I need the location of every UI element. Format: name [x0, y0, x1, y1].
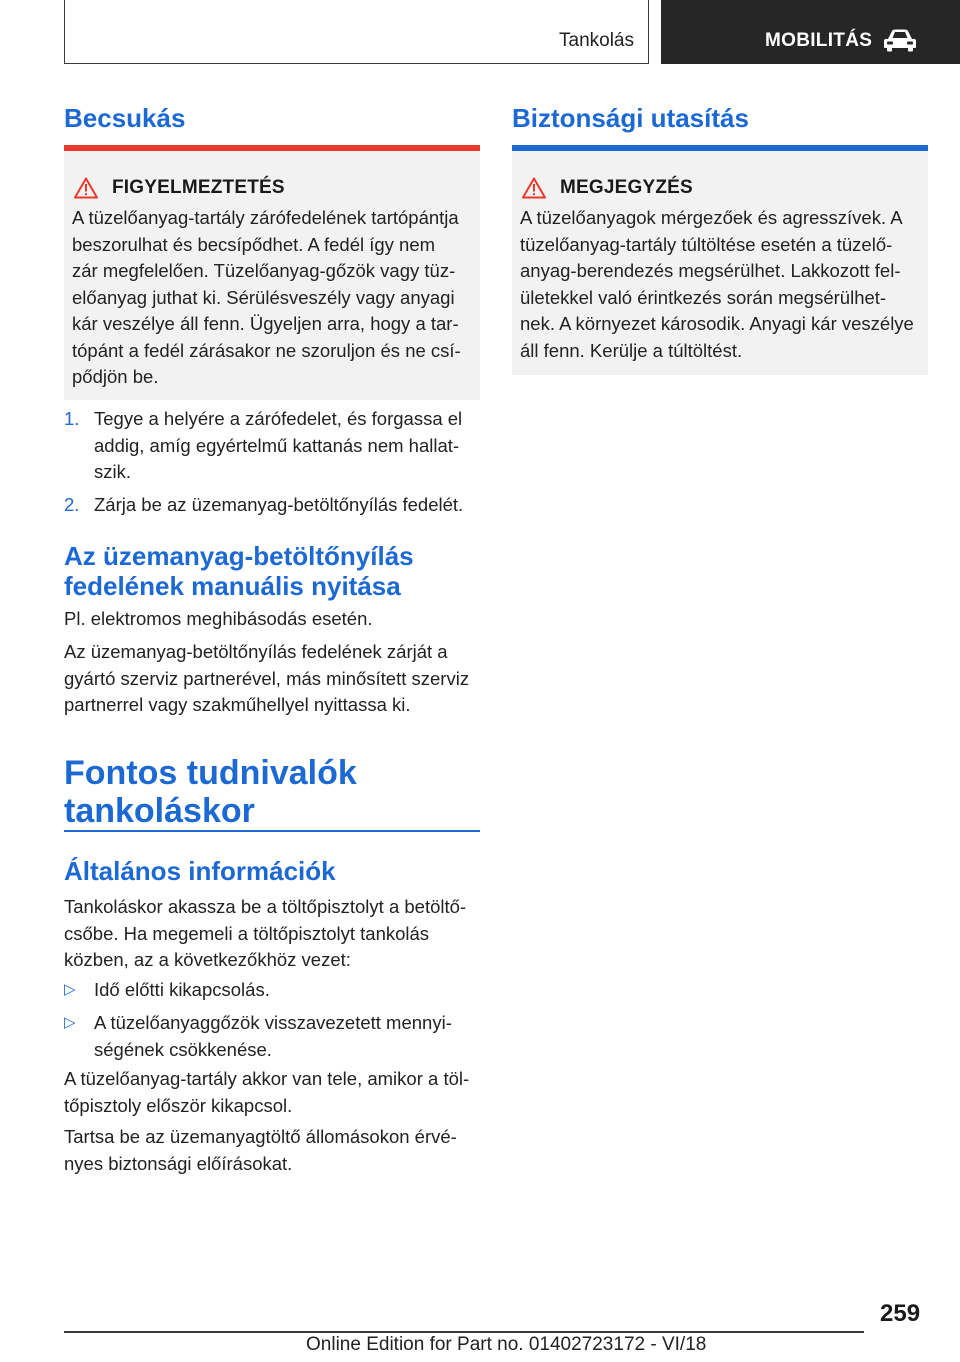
heading-important-info	[64, 754, 484, 830]
heading-safety: Biztonsági utasítás	[512, 103, 749, 133]
step-number: 2.	[64, 494, 80, 515]
warning-line: pődjön be.	[72, 366, 159, 387]
step-number: 1.	[64, 408, 80, 429]
header-chapter-frame	[64, 0, 649, 64]
footer-rule	[64, 1331, 864, 1333]
warning-line: zár megfelelően. Tüzelőanyag-gőzök vagy tüz-	[72, 260, 456, 281]
step-item	[64, 406, 480, 486]
warning-line: A tüzelőanyag-tartály zárófedelének tartópántja	[72, 207, 459, 228]
paragraph: Pl. elektromos meghibásodás esetén.	[64, 608, 373, 629]
paragraph-line: A tüzelőanyag-tartály akkor van tele, amikor a töl-	[64, 1068, 470, 1089]
paragraph	[64, 1124, 484, 1177]
step-line: Tegye a helyére a zárófedelet, és forgassa el	[94, 408, 463, 429]
note-box-header	[522, 177, 693, 199]
heading-general-info: Általános információk	[64, 856, 336, 886]
warning-box-header	[74, 177, 285, 199]
paragraph-line: partnerrel vagy szakműhellyel nyittassa ki.	[64, 694, 411, 715]
header-section-title: MOBILITÁS	[765, 30, 873, 51]
paragraph	[64, 1066, 484, 1119]
bullet-line: ségének csökkenése.	[94, 1038, 272, 1060]
note-text	[520, 205, 922, 364]
paragraph	[64, 639, 484, 719]
note-box	[512, 151, 928, 375]
heading-closing: Becsukás	[64, 103, 186, 133]
warning-line: kár veszélye áll fenn. Ügyeljen arra, hogy a tar-	[72, 313, 459, 334]
bullet-item	[64, 977, 480, 1005]
warning-label: FIGYELMEZTETÉS	[112, 177, 285, 198]
bullet-line: A tüzelőanyaggőzök visszavezetett mennyi-	[94, 1012, 452, 1033]
paragraph-line: gyártó szerviz partnerével, más minősített szerviz	[64, 667, 470, 689]
heading-line: Az üzemanyag-betöltőnyílás	[64, 541, 414, 571]
paragraph-line: közben, az a következőkhöz vezet:	[64, 949, 351, 970]
warning-triangle-icon	[522, 177, 546, 199]
note-line: anyag-berendezés megsérülhet. Lakkozott fel-	[520, 260, 901, 281]
paragraph-line: nyes biztonsági előírásokat.	[64, 1152, 293, 1174]
warning-line: tópánt a fedél zárásakor ne szoruljon és ne csí-	[72, 339, 461, 361]
car-icon	[883, 28, 917, 52]
paragraph-line: Tankoláskor akassza be a töltőpisztolyt a betöltő-	[64, 896, 467, 917]
bullet-line: Idő előtti kikapcsolás.	[94, 979, 270, 1000]
note-line: áll fenn. Kerülje a túltöltést.	[520, 339, 743, 361]
paragraph-line: Tartsa be az üzemanyagtöltő állomásokon érvé-	[64, 1126, 457, 1147]
warning-box	[64, 151, 480, 400]
header-section-tab	[661, 0, 960, 64]
paragraph	[64, 894, 484, 974]
footer-edition: Online Edition for Part no. 01402723172 - VI/18	[306, 1334, 707, 1355]
paragraph-line: csőbe. Ha megemeli a töltőpisztolyt tankolás	[64, 922, 430, 944]
bullet-triangle-icon: ▷	[64, 1014, 76, 1031]
header-chapter-title: Tankolás	[559, 30, 634, 51]
bullet-item	[64, 1010, 480, 1064]
bullet-triangle-icon: ▷	[64, 981, 76, 998]
heading-line: Fontos tudnivalók	[64, 754, 357, 792]
note-line: tüzelőanyag-tartály túltöltése esetén a tüzelő-	[520, 233, 893, 255]
warning-line: előanyag juthat ki. Sérülésveszély vagy anyagi	[72, 286, 455, 308]
heading-manual-opening	[64, 541, 484, 601]
step-line: szik.	[94, 461, 131, 482]
warning-text	[72, 205, 474, 391]
step-item	[64, 492, 480, 520]
heading-line: fedelének manuális nyitása	[64, 571, 401, 601]
step-line: Zárja be az üzemanyag-betöltőnyílás fedelét.	[94, 494, 464, 515]
note-label: MEGJEGYZÉS	[560, 177, 693, 198]
note-line: A tüzelőanyagok mérgezőek és agresszívek. A	[520, 207, 903, 228]
warning-triangle-icon	[74, 177, 98, 199]
step-line: addig, amíg egyértelmű kattanás nem hallat-	[94, 434, 460, 456]
heading-line: tankoláskor	[64, 792, 255, 830]
paragraph-line: tőpisztoly először kikapcsol.	[64, 1094, 293, 1116]
warning-line: beszorulhat és becsípődhet. A fedél így nem	[72, 233, 436, 255]
note-line: ületekkel való érintkezés során megsérülhet-	[520, 286, 887, 308]
page-number: 259	[880, 1300, 921, 1327]
paragraph-line: Az üzemanyag-betöltőnyílás fedelének zárját a	[64, 641, 448, 662]
heading-rule-blue	[64, 830, 480, 832]
note-line: nek. A környezet károsodik. Anyagi kár veszélye	[520, 313, 914, 334]
